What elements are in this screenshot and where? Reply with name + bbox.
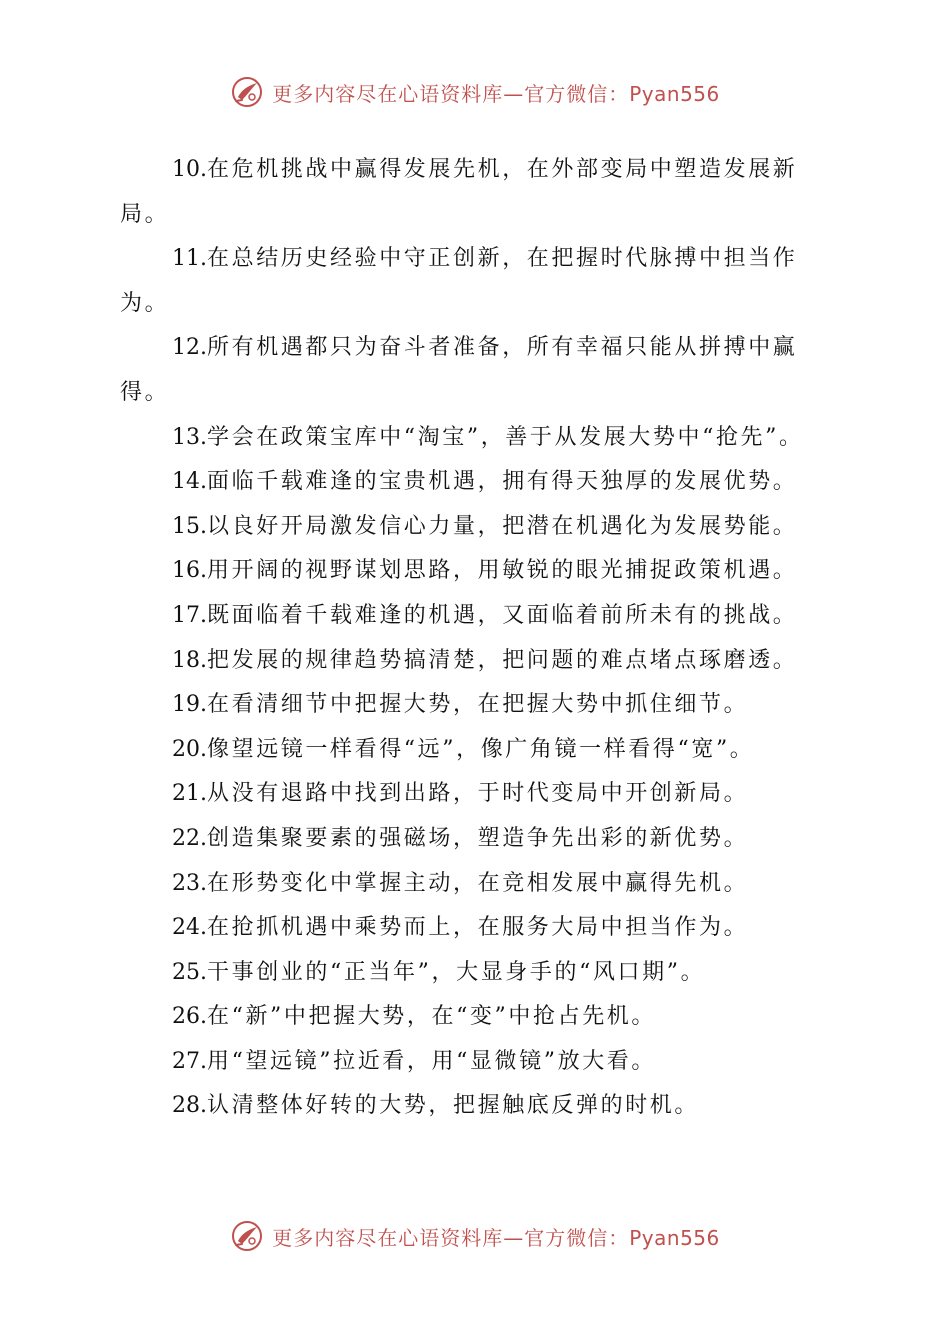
list-item <box>120 817 825 862</box>
list-item <box>120 416 825 461</box>
list-item-text: 像望远镜一样看得“远”，像广角镜一样看得“宽”。 <box>207 736 755 762</box>
pen-scroll-logo-icon <box>230 75 264 109</box>
document-body <box>120 148 825 1129</box>
list-item-number: 15. <box>172 513 207 539</box>
list-item-text: 认清整体好转的大势，把握触底反弹的时机。 <box>207 1093 700 1119</box>
list-item <box>120 148 825 237</box>
list-item <box>120 772 825 817</box>
list-item <box>120 995 825 1040</box>
list-item-text: 在形势变化中掌握主动，在竞相发展中赢得先机。 <box>207 870 749 896</box>
header-banner <box>0 72 950 112</box>
list-item <box>120 906 825 951</box>
list-item-text: 面临千载难逢的宝贵机遇，拥有得天独厚的发展优势。 <box>207 469 798 495</box>
list-item-number: 12. <box>172 335 207 361</box>
header-dash: — <box>503 81 525 106</box>
list-item-text: 从没有退路中找到出路，于时代变局中开创新局。 <box>207 781 749 807</box>
list-item <box>120 1040 825 1085</box>
footer-banner-text <box>272 1222 720 1251</box>
list-item-number: 11. <box>172 246 207 272</box>
list-item-number: 23. <box>172 870 207 896</box>
list-item-number: 19. <box>172 692 207 718</box>
list-item-text: 在危机挑战中赢得发展先机，在外部变局中塑造发展新局。 <box>120 157 798 227</box>
header-banner-text <box>272 78 720 107</box>
list-item-number: 26. <box>172 1004 207 1030</box>
footer-banner <box>0 1216 950 1256</box>
list-item-text: 在抢抓机遇中乘势而上，在服务大局中担当作为。 <box>207 915 749 941</box>
list-item <box>120 505 825 550</box>
list-item-text: 在总结历史经验中守正创新，在把握时代脉搏中担当作为。 <box>120 246 798 316</box>
list-item-text: 所有机遇都只为奋斗者准备，所有幸福只能从拼搏中赢得。 <box>120 335 798 405</box>
list-item-text: 用开阔的视野谋划思路，用敏锐的眼光捕捉政策机遇。 <box>207 558 798 584</box>
list-item-number: 14. <box>172 469 207 495</box>
list-item <box>120 460 825 505</box>
header-brand-text: 更多内容尽在心语资料库 <box>272 81 504 106</box>
list-item-number: 13. <box>172 424 207 450</box>
list-item-number: 22. <box>172 825 207 851</box>
footer-contact-id: Pyan556 <box>629 1225 720 1250</box>
pen-scroll-logo-icon <box>230 1219 264 1253</box>
list-item-number: 17. <box>172 602 207 628</box>
list-item-number: 10. <box>172 157 207 182</box>
list-item-text: 既面临着千载难逢的机遇，又面临着前所未有的挑战。 <box>207 602 798 628</box>
footer-brand-text: 更多内容尽在心语资料库 <box>272 1225 504 1250</box>
list-item <box>120 326 825 415</box>
list-item-number: 16. <box>172 558 207 584</box>
list-item-text: 把发展的规律趋势搞清楚，把问题的难点堵点琢磨透。 <box>207 647 798 673</box>
header-contact-id: Pyan556 <box>629 81 720 106</box>
list-item-number: 27. <box>172 1048 207 1074</box>
list-item-text: 干事创业的“正当年”，大显身手的“风口期”。 <box>207 959 706 985</box>
list-item-number: 18. <box>172 647 207 673</box>
list-item <box>120 549 825 594</box>
list-item-number: 21. <box>172 781 207 807</box>
list-item-text: 用“望远镜”拉近看，用“显微镜”放大看。 <box>207 1048 656 1074</box>
list-item <box>120 951 825 996</box>
footer-contact-label: 官方微信： <box>524 1225 630 1250</box>
list-item-text: 创造集聚要素的强磁场，塑造争先出彩的新优势。 <box>207 825 749 851</box>
list-item-text: 以良好开局激发信心力量，把潜在机遇化为发展势能。 <box>207 513 798 539</box>
list-item-number: 28. <box>172 1093 207 1119</box>
list-item <box>120 639 825 684</box>
list-item-number: 25. <box>172 959 207 985</box>
list-item <box>120 728 825 773</box>
footer-dash: — <box>503 1225 525 1250</box>
list-item-number: 20. <box>172 736 207 762</box>
list-item <box>120 237 825 326</box>
list-item <box>120 1084 825 1129</box>
list-item <box>120 683 825 728</box>
header-contact-label: 官方微信： <box>524 81 630 106</box>
list-item <box>120 594 825 639</box>
list-item-text: 在“新”中把握大势，在“变”中抢占先机。 <box>207 1004 656 1030</box>
list-item-number: 24. <box>172 915 207 941</box>
list-item-text: 在看清细节中把握大势，在把握大势中抓住细节。 <box>207 692 749 718</box>
list-item <box>120 862 825 907</box>
list-item-text: 学会在政策宝库中“淘宝”，善于从发展大势中“抢先”。 <box>207 424 804 450</box>
